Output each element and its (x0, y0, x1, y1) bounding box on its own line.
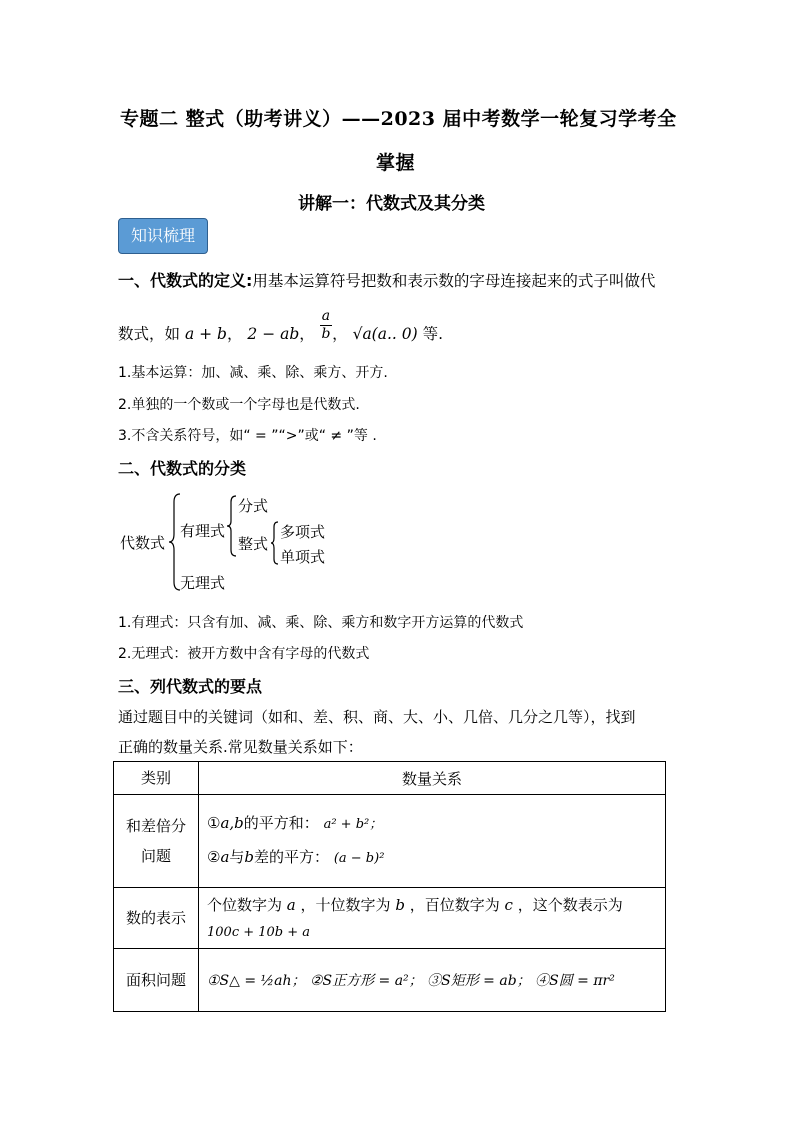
row1-category (114, 795, 199, 888)
number-expr: 100c + 10b + a (207, 925, 311, 940)
row2-content (199, 888, 666, 949)
tree-irrational: 无理式 (180, 574, 226, 592)
row3-category: 面积问题 (114, 949, 199, 1012)
tree-rational: 有理式 (180, 522, 226, 540)
row1-content (199, 795, 666, 888)
tree-polynomial: 多项式 (280, 523, 326, 541)
vars-ab: a,b (220, 814, 244, 832)
knowledge-review-tag: 知识梳理 (118, 218, 208, 254)
sec1-item-3: 3.不含关系符号，如“ = ”“>”或“ ≠ ”等 . (118, 428, 377, 444)
table-row (114, 888, 666, 949)
sec3-para-2: 正确的数量关系.常见数量关系如下： (118, 738, 363, 756)
doc-title-line1: 专题二 整式（助考讲义）——2023 届中考数学一轮复习学考全 (120, 108, 677, 130)
doc-title-line2: 掌握 (376, 152, 416, 174)
row1-line1: ①a,b的平方和： a² + b²； (207, 814, 383, 832)
area-circle: ④S圆 = πr² (535, 973, 615, 989)
example-fraction (320, 308, 332, 343)
examples-prefix: 数式，如 (118, 325, 181, 343)
example-diff: 2 − ab (247, 325, 300, 343)
tree-brace-integral (270, 520, 280, 566)
sec2-heading: 二、代数式的分类 (118, 459, 247, 478)
header-relation: 数量关系 (199, 762, 666, 795)
tree-root: 代数式 (120, 534, 166, 552)
sec1-heading: 一、代数式的定义: (118, 271, 253, 290)
sec1-item-2: 2.单独的一个数或一个字母也是代数式. (118, 397, 360, 413)
area-rectangle: ③S矩形 = ab； (427, 973, 531, 989)
example-sum: a + b (184, 325, 227, 343)
definition-line (118, 268, 655, 291)
example-root: √a(a.. 0) (352, 325, 418, 343)
tree-fraction: 分式 (238, 497, 269, 515)
examples-suffix: 等. (422, 325, 444, 343)
tree-brace-rational (226, 494, 238, 558)
row1-category-line2: 问题 (140, 847, 171, 865)
table-row (114, 795, 666, 888)
row1-category-line1: 和差倍分 (125, 817, 186, 835)
area-square: ②S正方形 = a²； (309, 973, 423, 989)
header-category: 类别 (114, 762, 199, 795)
sec3-heading: 三、列代数式的要点 (118, 677, 263, 696)
sec1-text: 用基本运算符号把数和表示数的字母连接起来的式子叫做代 (252, 272, 656, 290)
lecture-subtitle: 讲解一：代数式及其分类 (298, 194, 485, 214)
fraction-numerator: a (321, 308, 331, 324)
row3-content (199, 949, 666, 1012)
sum-squares-expr: a² + b²； (323, 817, 383, 832)
row2-line1: 个位数字为 a ，十位数字为 b ，百位数字为 c ，这个数表示为 (207, 896, 623, 914)
table-row (114, 949, 666, 1012)
tree-integral: 整式 (238, 535, 269, 553)
sec3-para-1: 通过题目中的关键词（如和、差、积、商、大、小、几倍、几分之几等），找到 (118, 708, 636, 726)
examples-line: 数式，如 a + b， 2 − ab， $\frac{a}{b}$ ， √a(a.. 0) 等. (118, 308, 444, 343)
sec1-item-1: 1.基本运算：加、减、乘、除、乘方、开方. (118, 365, 388, 381)
fraction-denominator: b (321, 326, 331, 342)
sec2-item-1: 1.有理式：只含有加、减、乘、除、乘方和数字开方运算的代数式 (118, 615, 524, 631)
relations-table (113, 761, 666, 1012)
area-triangle: ①S△ = ½ah； (207, 973, 306, 989)
table-header-row (114, 762, 666, 795)
diff-square-expr: (a − b)² (333, 851, 385, 866)
row1-line2: ②a与b差的平方： (a − b)² (207, 848, 385, 866)
row2-category: 数的表示 (114, 888, 199, 949)
tree-monomial: 单项式 (280, 548, 326, 566)
sec2-item-2: 2.无理式：被开方数中含有字母的代数式 (118, 646, 370, 662)
